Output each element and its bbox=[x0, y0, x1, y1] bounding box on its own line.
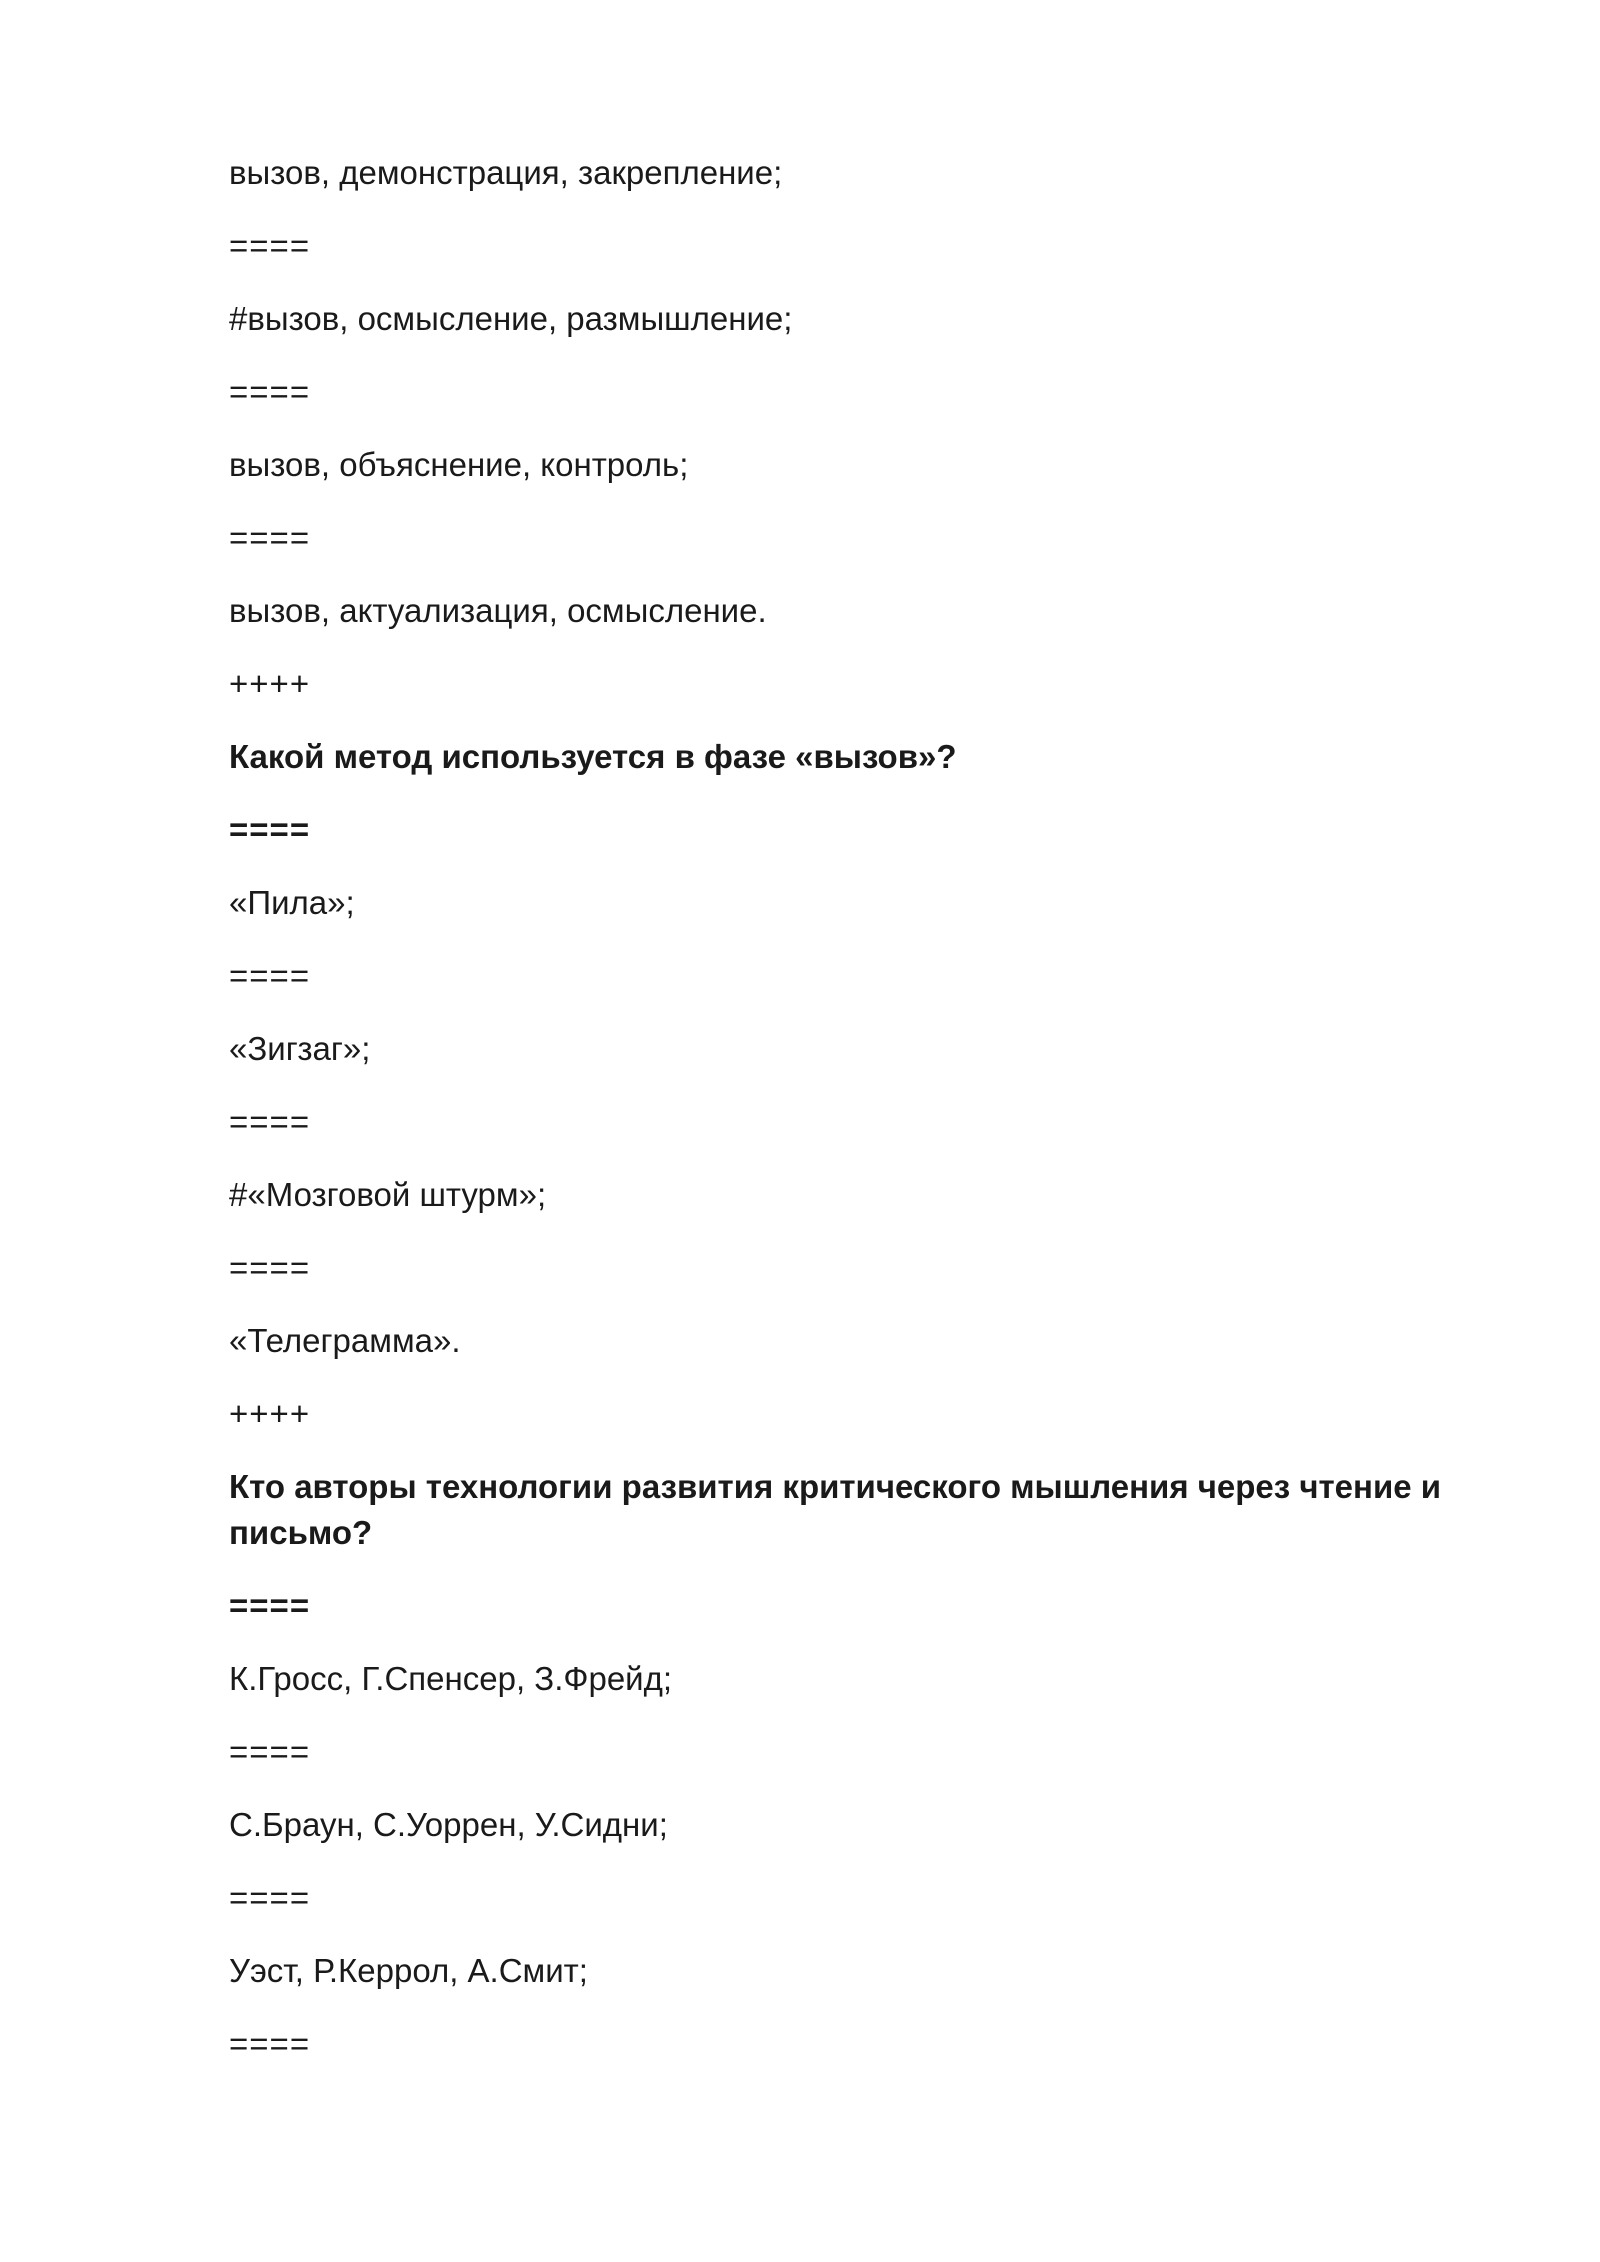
answer-separator: ==== bbox=[229, 811, 311, 848]
question-separator: ++++ bbox=[229, 1395, 311, 1432]
answer-separator: ==== bbox=[229, 373, 311, 410]
document-body bbox=[229, 150, 1459, 2094]
answer-option: С.Браун, С.Уоррен, У.Сидни; bbox=[229, 1806, 668, 1843]
answer-option: вызов, актуализация, осмысление. bbox=[229, 592, 767, 629]
question-text: Кто авторы технологии развития критического мышления через чтение и письмо? bbox=[229, 1468, 1442, 1551]
answer-option-correct: #«Мозговой штурм»; bbox=[229, 1176, 547, 1213]
answer-separator: ==== bbox=[229, 1879, 311, 1916]
answer-option: вызов, демонстрация, закрепление; bbox=[229, 154, 783, 191]
answer-option: «Зигзаг»; bbox=[229, 1030, 371, 1067]
answer-option: «Пила»; bbox=[229, 884, 355, 921]
answer-separator: ==== bbox=[229, 1103, 311, 1140]
answer-separator: ==== bbox=[229, 2025, 311, 2062]
question-text: Какой метод используется в фазе «вызов»? bbox=[229, 738, 957, 775]
answer-separator: ==== bbox=[229, 1587, 311, 1624]
answer-separator: ==== bbox=[229, 1733, 311, 1770]
answer-separator: ==== bbox=[229, 1249, 311, 1286]
answer-separator: ==== bbox=[229, 957, 311, 994]
answer-option: вызов, объяснение, контроль; bbox=[229, 446, 689, 483]
question-separator: ++++ bbox=[229, 665, 311, 702]
answer-option: Уэст, Р.Керрол, А.Смит; bbox=[229, 1952, 588, 1989]
answer-separator: ==== bbox=[229, 519, 311, 556]
answer-option: К.Гросс, Г.Спенсер, З.Фрейд; bbox=[229, 1660, 673, 1697]
answer-separator: ==== bbox=[229, 227, 311, 264]
answer-option-correct: #вызов, осмысление, размышление; bbox=[229, 300, 793, 337]
answer-option: «Телеграмма». bbox=[229, 1322, 461, 1359]
